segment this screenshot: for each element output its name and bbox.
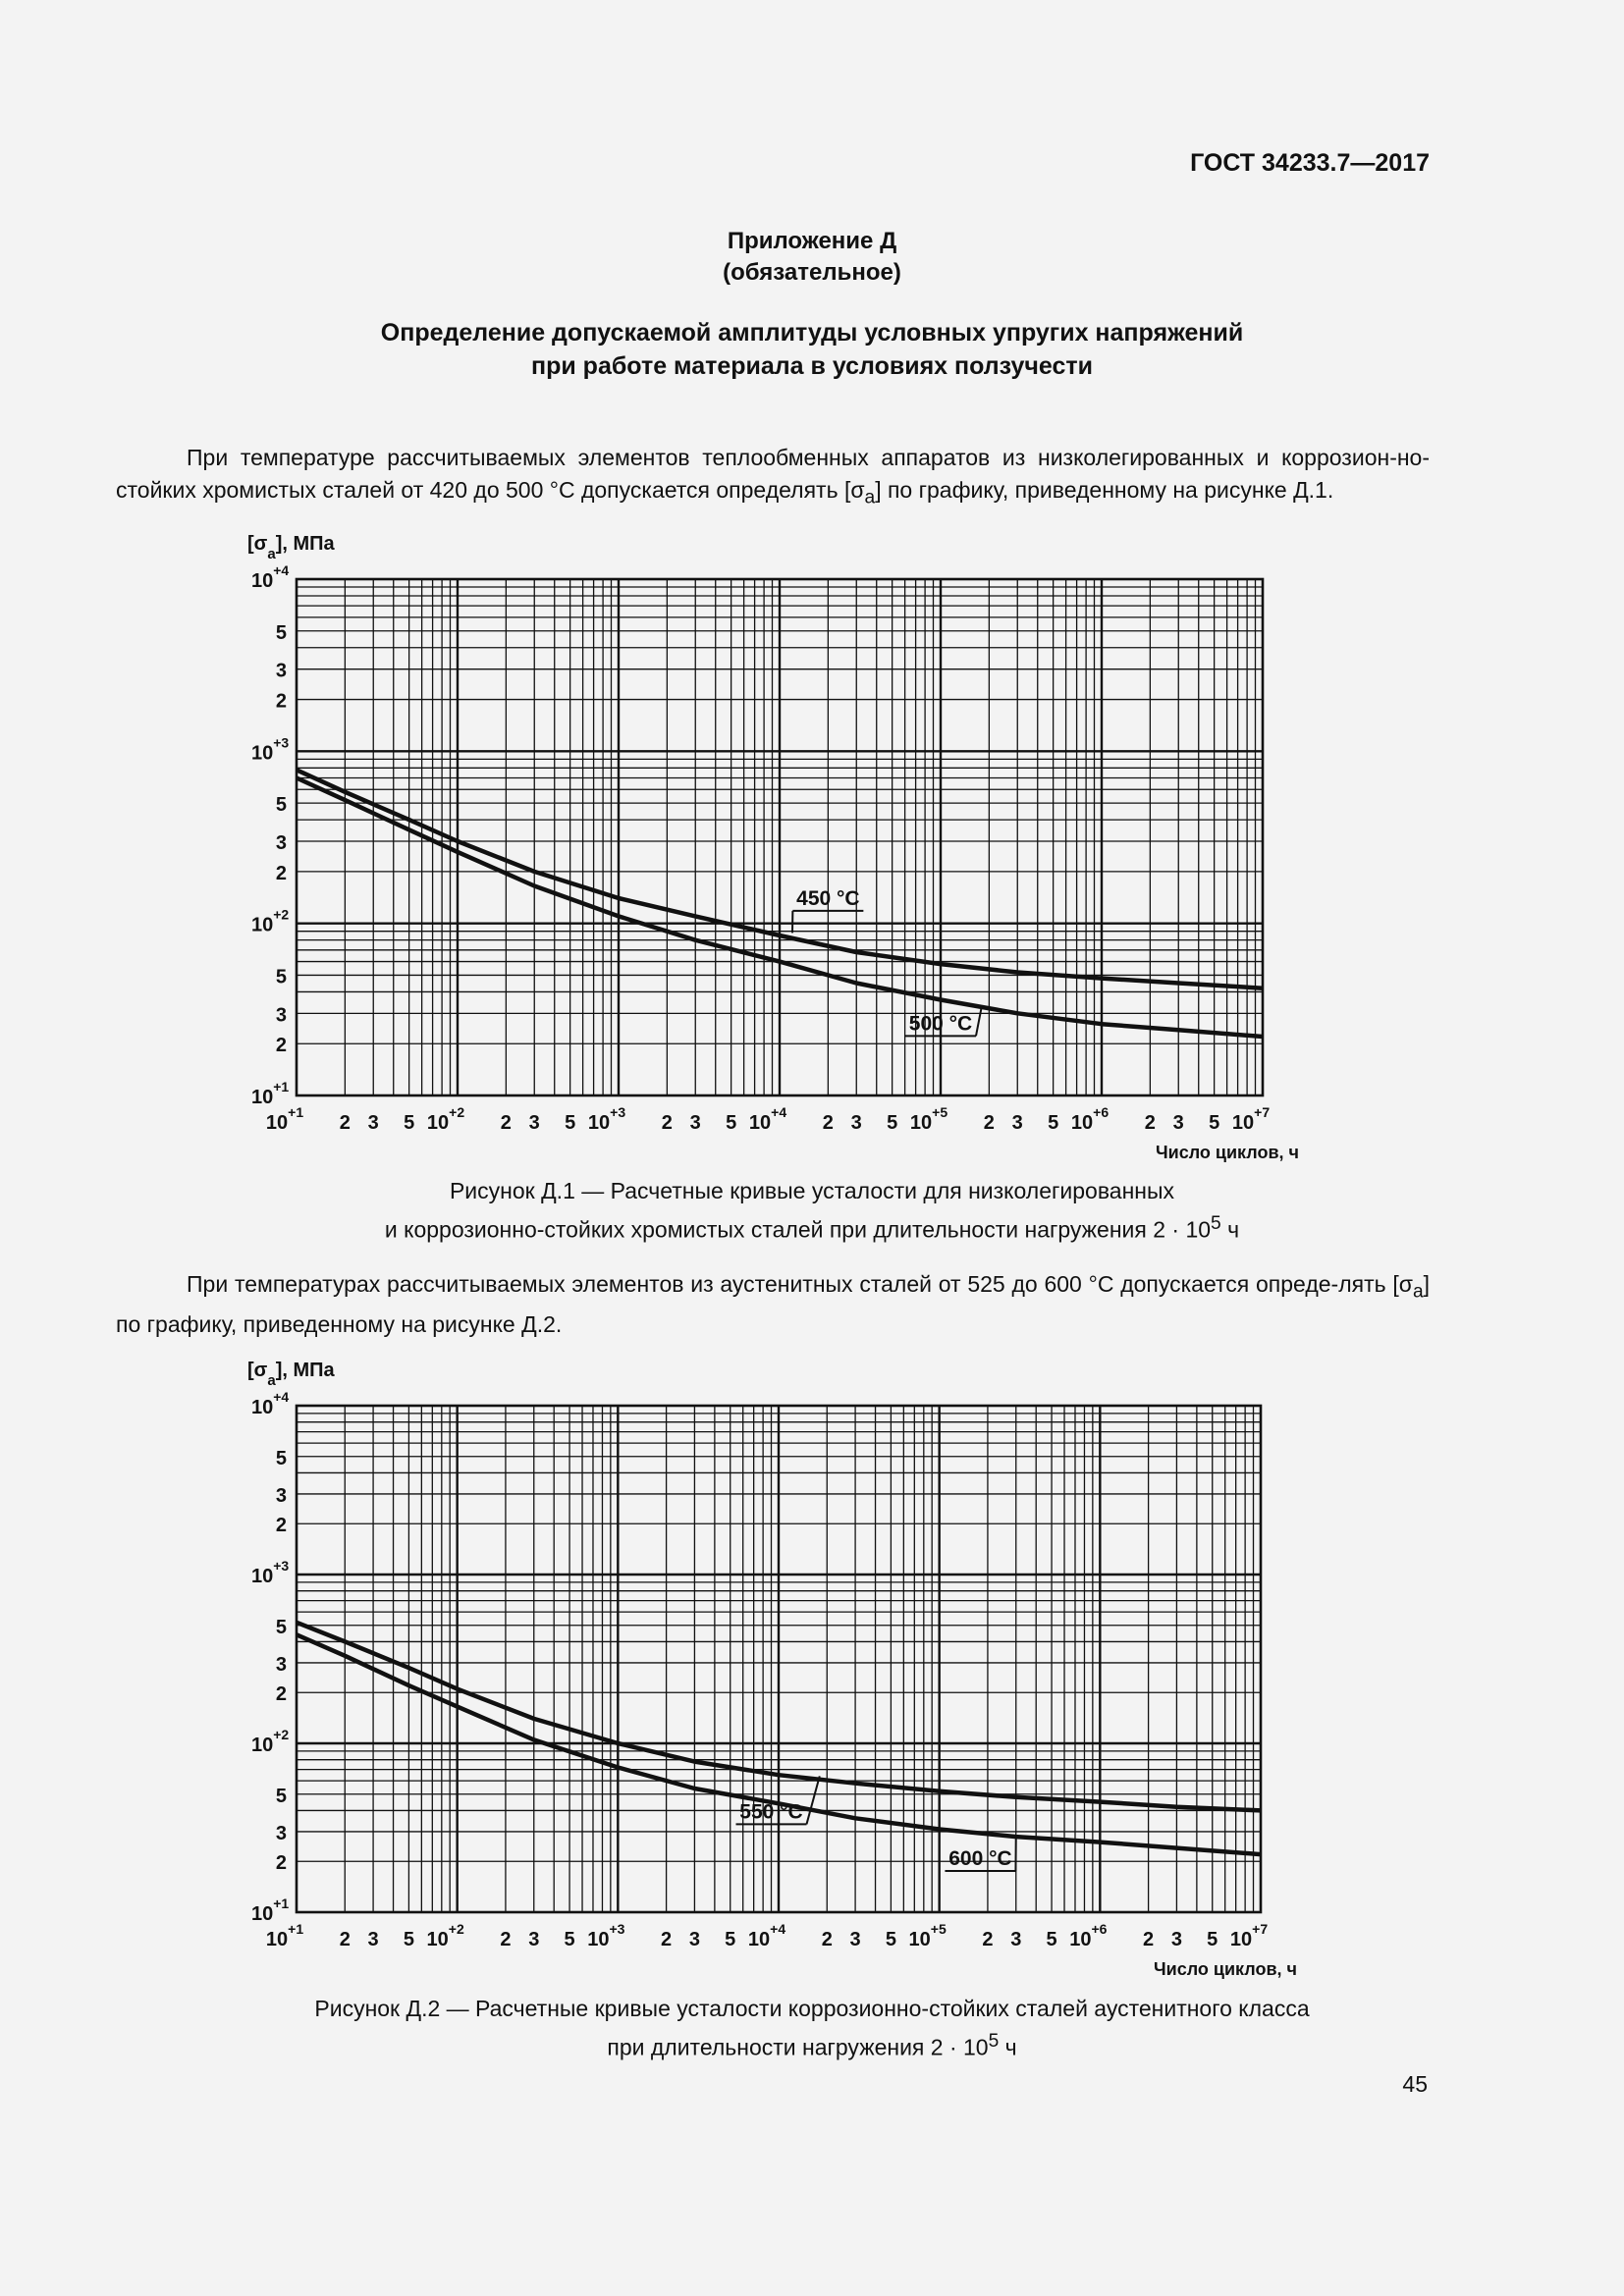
- figure-d2-caption-line-2: при длительности нагружения $2 \cdot 10^5$ ч: [607, 2031, 1017, 2060]
- y-tick-label: $10^{+2}$: [251, 1727, 290, 1756]
- y-tick-label: 5: [275, 1447, 287, 1469]
- x-tick-label: $10^{+1}$: [265, 1921, 304, 1950]
- x-tick-label: 5: [1209, 1112, 1220, 1134]
- grid: [297, 1406, 1261, 1912]
- x-tick-label: $10^{+2}$: [426, 1921, 464, 1950]
- x-tick-label: 3: [849, 1929, 861, 1950]
- section-title-line-1: Определение допускаемой амплитуды условных упругих напряжений: [380, 319, 1244, 347]
- x-tick-label: $10^{+2}$: [426, 1104, 465, 1134]
- paragraph-1-subscript: a: [864, 487, 876, 508]
- x-tick-label: 3: [367, 1929, 379, 1950]
- x-tick-label: 2: [339, 1929, 351, 1950]
- y-tick-label: $10^{+4}$: [251, 562, 290, 592]
- y-tick-label: $10^{+3}$: [251, 734, 290, 765]
- y-tick-label: $10^{+3}$: [251, 1558, 290, 1587]
- y-tick-label: 2: [275, 690, 287, 713]
- y-tick-label: 3: [275, 832, 287, 855]
- x-tick-label: $10^{+7}$: [1231, 1104, 1271, 1134]
- standard-number: ГОСТ 34233.7—2017: [1190, 149, 1430, 177]
- x-tick-label: 2: [500, 1929, 512, 1950]
- x-tick-label: $10^{+7}$: [1229, 1921, 1269, 1950]
- x-tick-label: 2: [1143, 1929, 1155, 1950]
- x-tick-label: 5: [564, 1929, 575, 1950]
- x-tick-label: 3: [528, 1929, 540, 1950]
- x-tick-label: 5: [725, 1929, 736, 1950]
- x-tick-label: 3: [367, 1112, 379, 1134]
- x-tick-label: 5: [887, 1112, 898, 1134]
- figure-d1-chart: [0, 520, 1624, 1168]
- x-tick-label: 2: [339, 1112, 351, 1134]
- figure-d2-caption: [0, 1993, 1624, 2064]
- y-tick-label: $10^{+1}$: [251, 1079, 290, 1108]
- figure-d2-chart: [0, 1345, 1624, 1988]
- x-tick-label: 3: [1172, 1112, 1184, 1134]
- y-tick-label: 3: [275, 1653, 287, 1676]
- x-tick-label: 3: [1010, 1929, 1022, 1950]
- y-tick-label: 2: [275, 1515, 287, 1537]
- x-tick-label: $10^{+3}$: [587, 1921, 625, 1950]
- y-tick-label: 2: [275, 862, 287, 884]
- y-tick-label: 3: [275, 1484, 287, 1507]
- y-tick-label: 5: [275, 794, 287, 817]
- x-tick-label: 2: [821, 1929, 833, 1950]
- x-tick-label: 2: [1144, 1112, 1156, 1134]
- x-tick-label: 3: [688, 1929, 700, 1950]
- curve-label-2: 600 °С: [948, 1847, 1012, 1871]
- appendix-status: (обязательное): [723, 259, 901, 286]
- x-tick-label: 2: [661, 1112, 673, 1134]
- x-tick-label: 2: [500, 1112, 512, 1134]
- appendix-title: Приложение Д: [727, 228, 897, 254]
- x-tick-label: 5: [404, 1112, 415, 1134]
- paragraph-1-text-b: ] по графику, приведенному на рисунке Д.1.: [875, 477, 1334, 503]
- x-tick-label: 5: [565, 1112, 576, 1134]
- figure-d1-caption: [0, 1175, 1624, 1247]
- x-tick-label: $10^{+6}$: [1069, 1921, 1108, 1950]
- paragraph-2: [116, 1268, 1430, 1341]
- y-tick-label: 3: [275, 1822, 287, 1844]
- x-tick-label: 5: [403, 1929, 414, 1950]
- x-tick-label: 5: [726, 1112, 737, 1134]
- x-tick-label: 2: [983, 1112, 995, 1134]
- x-tick-label: $10^{+3}$: [587, 1104, 626, 1134]
- x-tick-label: 3: [850, 1112, 862, 1134]
- y-tick-label: 5: [275, 966, 287, 988]
- section-title: [0, 316, 1624, 383]
- section-title-line-2: при работе материала в условиях ползучести: [531, 352, 1093, 380]
- paragraph-1-text-a: При температуре рассчитываемых элементов теплообменных аппаратов из низколегированных и коррозион-но-стойких хромистых сталей от 420 до 500 °С допускается определять [σ: [116, 445, 1430, 503]
- y-tick-label: 3: [275, 1004, 287, 1027]
- y-tick-label: 2: [275, 1852, 287, 1875]
- y-tick-label: $10^{+1}$: [251, 1896, 290, 1925]
- appendix-heading: [0, 226, 1624, 289]
- y-tick-label: 3: [275, 660, 287, 682]
- paragraph-2-text-b: ] по графику, приведенному на рисунке Д.2.: [116, 1271, 1430, 1337]
- y-tick-label: 5: [275, 621, 287, 644]
- page-number: 45: [1402, 2071, 1428, 2097]
- grid: [297, 579, 1263, 1095]
- x-tick-label: 3: [528, 1112, 540, 1134]
- x-tick-label: 5: [1207, 1929, 1218, 1950]
- y-tick-label: 2: [275, 1035, 287, 1057]
- paragraph-2-subscript: a: [1412, 1281, 1424, 1303]
- x-tick-label: $10^{+1}$: [265, 1104, 304, 1134]
- x-tick-label: 5: [1046, 1929, 1057, 1950]
- x-tick-label: 3: [1170, 1929, 1182, 1950]
- x-tick-label: $10^{+4}$: [748, 1104, 787, 1134]
- curve-label-1: 550 °С: [739, 1800, 803, 1824]
- y-tick-label: 5: [275, 1616, 287, 1638]
- y-tick-label: 2: [275, 1683, 287, 1706]
- paragraph-2-text-a: При температурах рассчитываемых элементов из аустенитных сталей от 525 до 600 °С допускается опреде-лять [σ: [187, 1271, 1413, 1297]
- x-tick-label: $10^{+5}$: [909, 1104, 948, 1134]
- figure-d1-caption-line-1: Рисунок Д.1 — Расчетные кривые усталости для низколегированных: [449, 1178, 1175, 1203]
- y-tick-label: 5: [275, 1785, 287, 1807]
- y-axis-title: $[\sigma_a]$, МПа: [247, 533, 335, 562]
- x-tick-label: 2: [661, 1929, 673, 1950]
- x-tick-label: 2: [822, 1112, 834, 1134]
- x-axis-title: Число циклов, ч: [1154, 1959, 1297, 1979]
- y-tick-label: $10^{+2}$: [251, 906, 290, 936]
- figure-d1-caption-line-2: и коррозионно-стойких хромистых сталей при длительности нагружения $2 \cdot 10^5$ ч: [384, 1213, 1240, 1243]
- x-axis-title: Число циклов, ч: [1156, 1143, 1299, 1162]
- x-tick-label: 3: [1011, 1112, 1023, 1134]
- curve-label-1: 450 °С: [796, 886, 860, 910]
- figure-d2-caption-line-1: Рисунок Д.2 — Расчетные кривые усталости коррозионно-стойких сталей аустенитного класса: [314, 1996, 1310, 2021]
- x-tick-label: 2: [982, 1929, 994, 1950]
- curve-label-2: 500 °С: [908, 1012, 973, 1036]
- y-tick-label: $10^{+4}$: [251, 1389, 290, 1418]
- x-tick-label: 5: [885, 1929, 896, 1950]
- x-tick-label: $10^{+6}$: [1070, 1104, 1110, 1134]
- x-tick-label: $10^{+4}$: [747, 1921, 786, 1950]
- paragraph-1: [116, 442, 1430, 514]
- x-tick-label: 5: [1048, 1112, 1059, 1134]
- x-tick-label: $10^{+5}$: [908, 1921, 947, 1950]
- x-tick-label: 3: [689, 1112, 701, 1134]
- y-axis-title: $[\sigma_a]$, МПа: [247, 1360, 335, 1389]
